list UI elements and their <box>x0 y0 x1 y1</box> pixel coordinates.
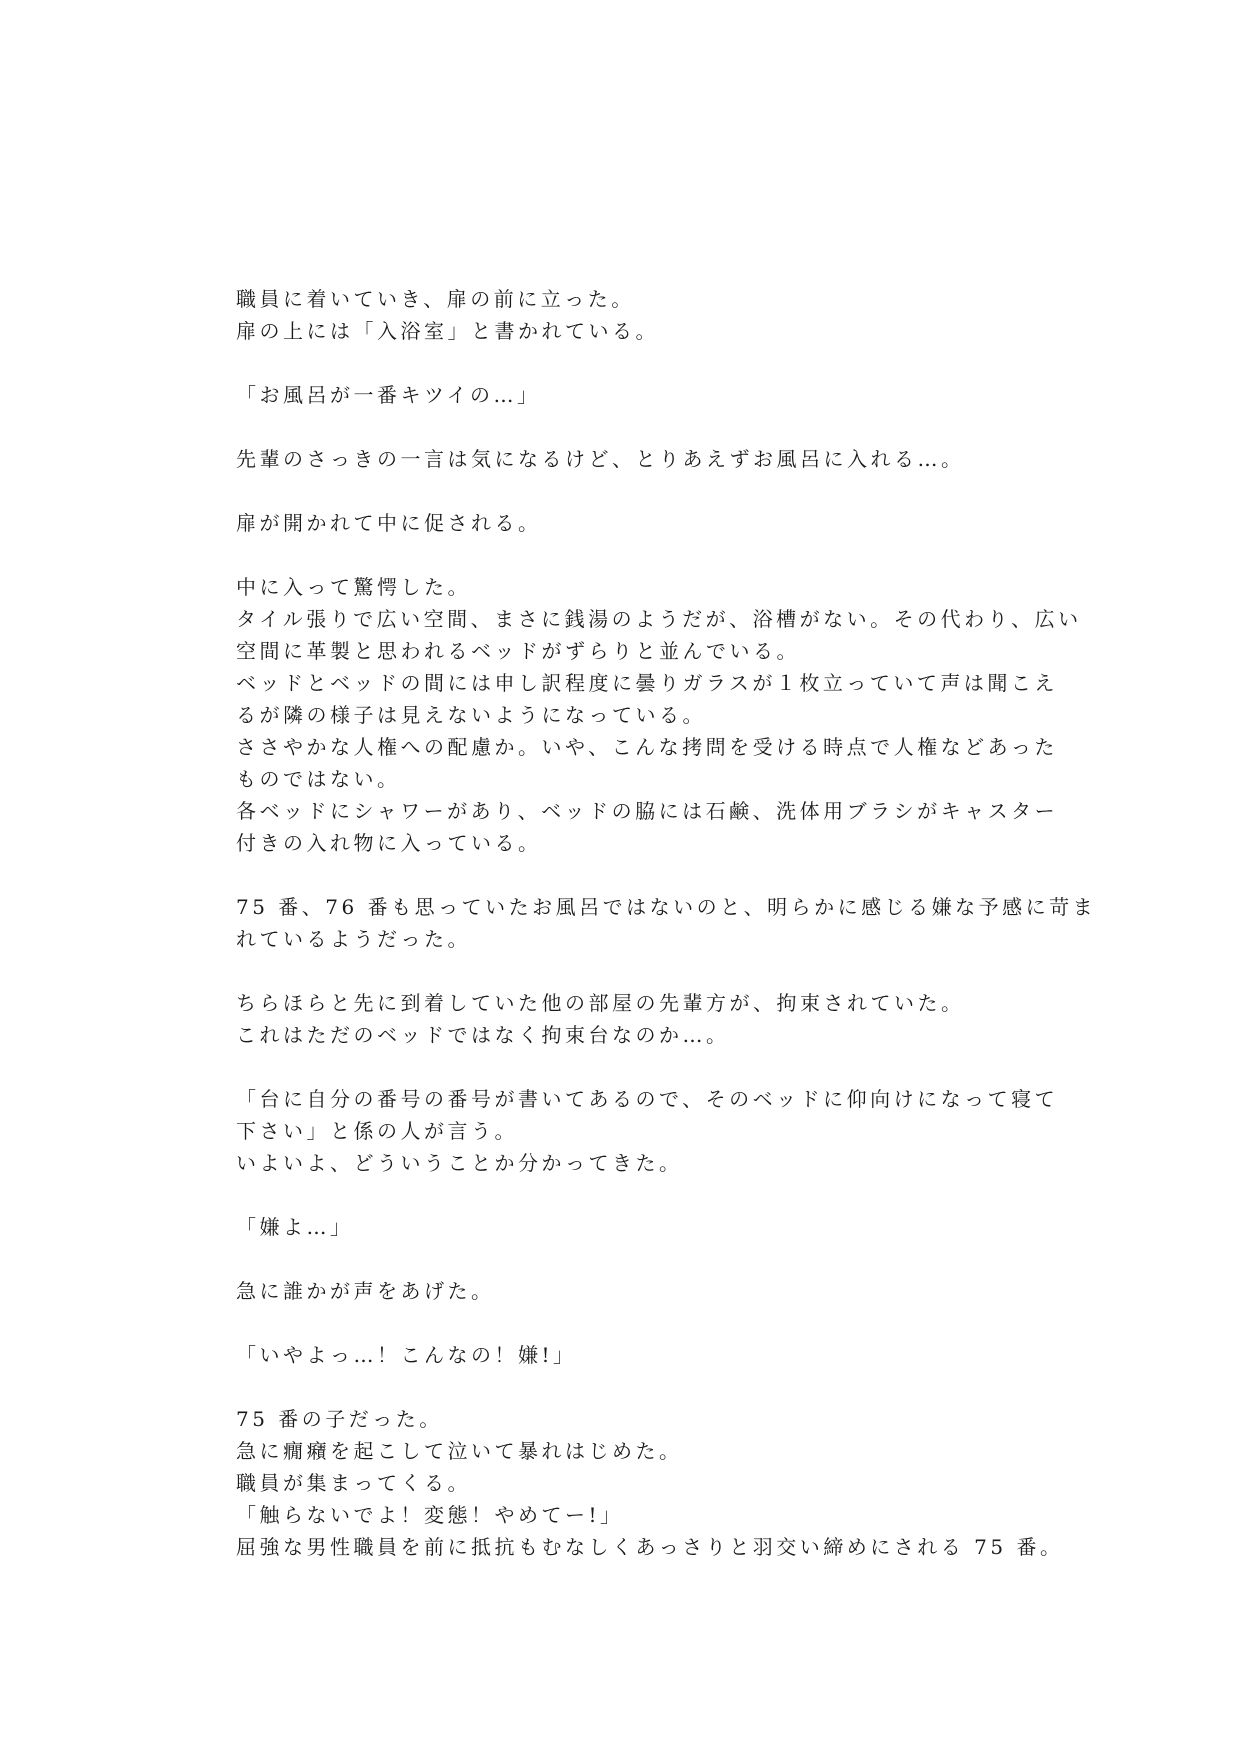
text-line: るが隣の様子は見えないようになっている。 <box>236 703 706 727</box>
text-line: 「触らないでよ！変態！やめてー!」 <box>236 1503 624 1527</box>
text-line: 「嫌よ…」 <box>236 1215 354 1239</box>
blank-line <box>236 475 1016 507</box>
text-line: いよいよ、どういうことか分かってきた。 <box>236 1151 683 1175</box>
blank-line <box>236 539 1016 571</box>
text-line: 扉が開かれて中に促される。 <box>236 511 542 535</box>
blank-line <box>236 859 1016 891</box>
text-line: ものではない。 <box>236 767 401 791</box>
text-line: 空間に革製と思われるベッドがずらりと並んでいる。 <box>236 639 800 663</box>
blank-line <box>236 1179 1016 1211</box>
blank-line <box>236 1371 1016 1403</box>
text-line: 下さい」と係の人が言う。 <box>236 1119 518 1143</box>
blank-line <box>236 1307 1016 1339</box>
text-line: 付きの入れ物に入っている。 <box>236 831 542 855</box>
text-line: 「いやよっ…！こんなの！嫌!」 <box>236 1343 577 1367</box>
text-line: ささやかな人権への配慮か。いや、こんな拷問を受ける時点で人権などあった <box>236 735 1058 759</box>
text-line: 中に入って驚愕した。 <box>236 575 471 599</box>
text-line: 各ベッドにシャワーがあり、ベッドの脇には石鹸、洗体用ブラシがキャスター <box>236 799 1059 823</box>
text-line: 扉の上には「入浴室」と書かれている。 <box>236 319 659 343</box>
text-line: 75 番、76 番も思っていたお風呂ではないのと、明らかに感じる嫌な予感に苛ま <box>236 895 1097 919</box>
text-line: ベッドとベッドの間には申し訳程度に曇りガラスが１枚立っていて声は聞こえ <box>236 671 1058 695</box>
text-line: 「台に自分の番号の番号が書いてあるので、そのベッドに仰向けになって寝て <box>236 1087 1059 1111</box>
text-line: 先輩のさっきの一言は気になるけど、とりあえずお風呂に入れる…。 <box>236 447 965 471</box>
blank-line <box>236 411 1016 443</box>
text-line: 屈強な男性職員を前に抵抗もむなしくあっさりと羽交い締めにされる 75 番。 <box>236 1535 1064 1559</box>
text-line: これはただのベッドではなく拘束台なのか…。 <box>236 1023 730 1047</box>
text-line: 職員が集まってくる。 <box>236 1471 471 1495</box>
text-line: 職員に着いていき、扉の前に立った。 <box>236 287 635 311</box>
text-line: 75 番の子だった。 <box>236 1407 443 1431</box>
text-line: れているようだった。 <box>236 927 471 951</box>
text-line: ちらほらと先に到着していた他の部屋の先輩方が、拘束されていた。 <box>236 991 965 1015</box>
blank-line <box>236 955 1016 987</box>
text-line: 急に癇癪を起こして泣いて暴れはじめた。 <box>236 1439 683 1463</box>
text-line: 「お風呂が一番キツイの…」 <box>236 383 541 407</box>
blank-line <box>236 347 1016 379</box>
body-text <box>236 283 1097 1563</box>
blank-line <box>236 1243 1016 1275</box>
text-line: タイル張りで広い空間、まさに銭湯のようだが、浴槽がない。その代わり、広い <box>236 607 1082 631</box>
blank-line <box>236 1051 1016 1083</box>
text-line: 急に誰かが声をあげた。 <box>236 1279 495 1303</box>
